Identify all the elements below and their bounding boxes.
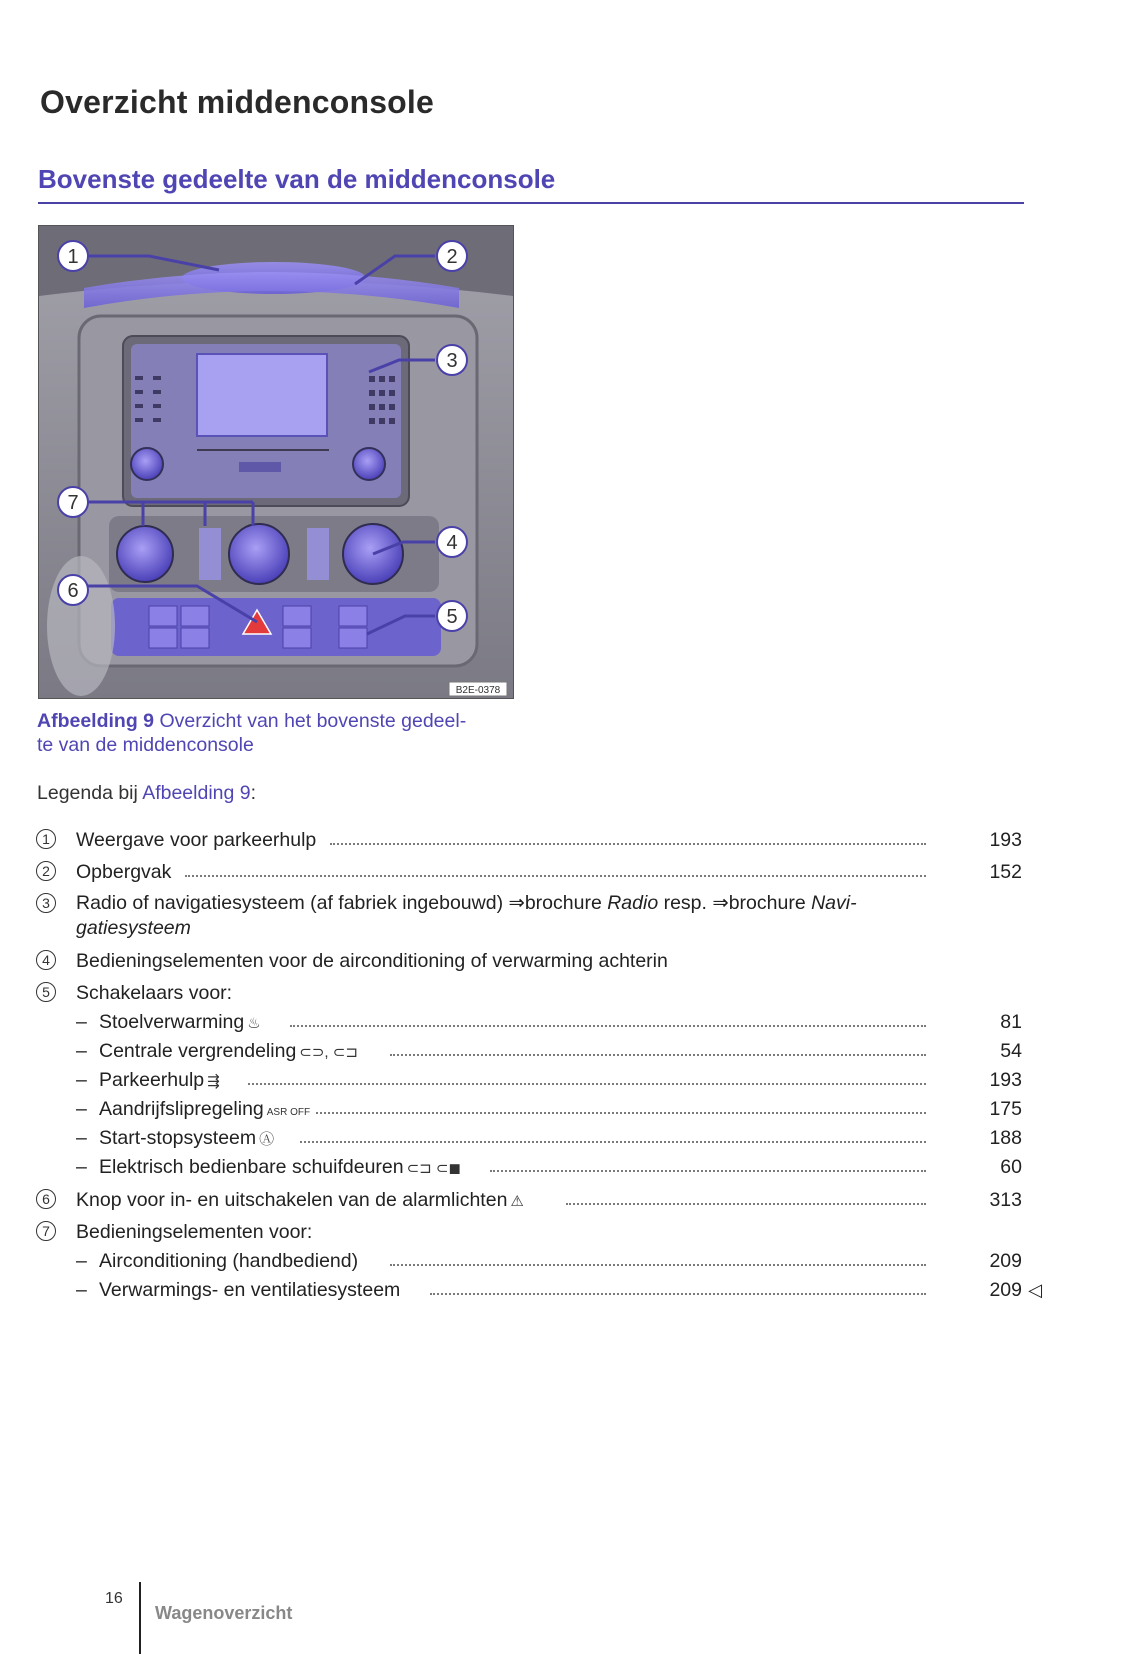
caption-line-2: te van de middenconsole (37, 734, 254, 756)
legend-item: 5 Schakelaars voor: (0, 980, 1142, 1006)
chapter-title: Wagenoverzicht (155, 1603, 293, 1623)
page-ref[interactable]: 188 (989, 1127, 1022, 1149)
seat-heating-icon: ♨ (247, 1015, 261, 1032)
caption-line-1: Overzicht van het bovenste gedeel- (159, 710, 467, 732)
figure-code: B2E-0378 (455, 685, 501, 696)
legend-subitem: – Airconditioning (handbediend) 209 (76, 1250, 1022, 1272)
asr-off-icon: ASR OFF (266, 1107, 311, 1118)
hazard-warning-icon: ⚠ (510, 1193, 524, 1210)
callout-1: 1 (67, 246, 79, 268)
caption-label: Afbeelding 9 (37, 710, 155, 732)
page-title: Overzicht middenconsole (40, 84, 435, 120)
start-stop-icon: Ⓐ (259, 1131, 275, 1148)
figure-caption (37, 709, 517, 757)
legend-item: 1 Weergave voor parkeerhulp 193 (0, 827, 1142, 853)
footer-divider (139, 1582, 141, 1654)
callout-2: 2 (446, 246, 458, 268)
callout-7: 7 (67, 492, 79, 514)
figure-reference-link[interactable]: Afbeelding 9 (142, 782, 251, 804)
legend-item: 2 Opbergvak 152 (0, 859, 1142, 885)
legend-subitem: – Parkeerhulp ⇶ 193 (0, 1067, 1142, 1093)
page-ref[interactable]: 81 (1000, 1011, 1022, 1033)
console-figure (38, 225, 514, 699)
legend-subitem: – Elektrisch bedienbare schuifdeuren ⊂⊐ ⊂◼ 60 (0, 1154, 1142, 1180)
sliding-door-icon: ⊂⊐ ⊂◼ (406, 1160, 461, 1177)
page-ref[interactable]: 209 (989, 1279, 1022, 1301)
section-divider (38, 202, 1024, 204)
legend-subitem: – Centrale vergrendeling ⊂⊃, ⊂⊐ 54 (0, 1038, 1142, 1064)
legend-subitem: – Stoelverwarming ♨ 81 (0, 1009, 1142, 1035)
page-ref[interactable]: 193 (989, 1069, 1022, 1091)
callout-5: 5 (446, 606, 458, 628)
page-ref[interactable]: 54 (1000, 1040, 1022, 1062)
legend-item: 6 Knop voor in- en uitschakelen van de alarmlichten ⚠ 313 (0, 1187, 1142, 1213)
legend-intro: Legenda bij Afbeelding 9: (37, 782, 257, 804)
legend-subitem: – Start-stopsysteem Ⓐ 188 (0, 1125, 1142, 1151)
page-ref[interactable]: 152 (989, 861, 1022, 883)
lock-unlock-icon: ⊂⊃, ⊂⊐ (299, 1044, 358, 1061)
park-assist-icon: ⇶ (207, 1073, 220, 1090)
callout-3: 3 (446, 350, 458, 372)
legend-item: 7 Bedieningselementen voor: (0, 1219, 1142, 1245)
legend-subitem: – Aandrijfslipregeling ASR OFF 175 (0, 1096, 1142, 1122)
callout-4: 4 (446, 532, 458, 554)
page-ref[interactable]: 193 (989, 829, 1022, 851)
page-ref[interactable]: 60 (1000, 1156, 1022, 1178)
page-ref[interactable]: 175 (989, 1098, 1022, 1120)
page-number: 16 (105, 1590, 123, 1607)
page-ref[interactable]: 209 (989, 1250, 1022, 1272)
page-ref[interactable]: 313 (989, 1189, 1022, 1211)
legend-item: 4 Bedieningselementen voor de airconditioning of verwarming achterin (0, 948, 1142, 974)
section-title: Bovenste gedeelte van de middenconsole (38, 164, 556, 194)
section-end-icon: ◁ (1028, 1280, 1042, 1300)
legend-subitem: – Verwarmings- en ventilatiesysteem 209 ◁ (76, 1279, 1042, 1301)
callout-6: 6 (67, 580, 79, 602)
legend-item: 3 Radio of navigatiesysteem (af fabriek ingebouwd) ⇒brochure Radio resp. ⇒brochure Navi- gatiesysteem (0, 891, 1142, 943)
